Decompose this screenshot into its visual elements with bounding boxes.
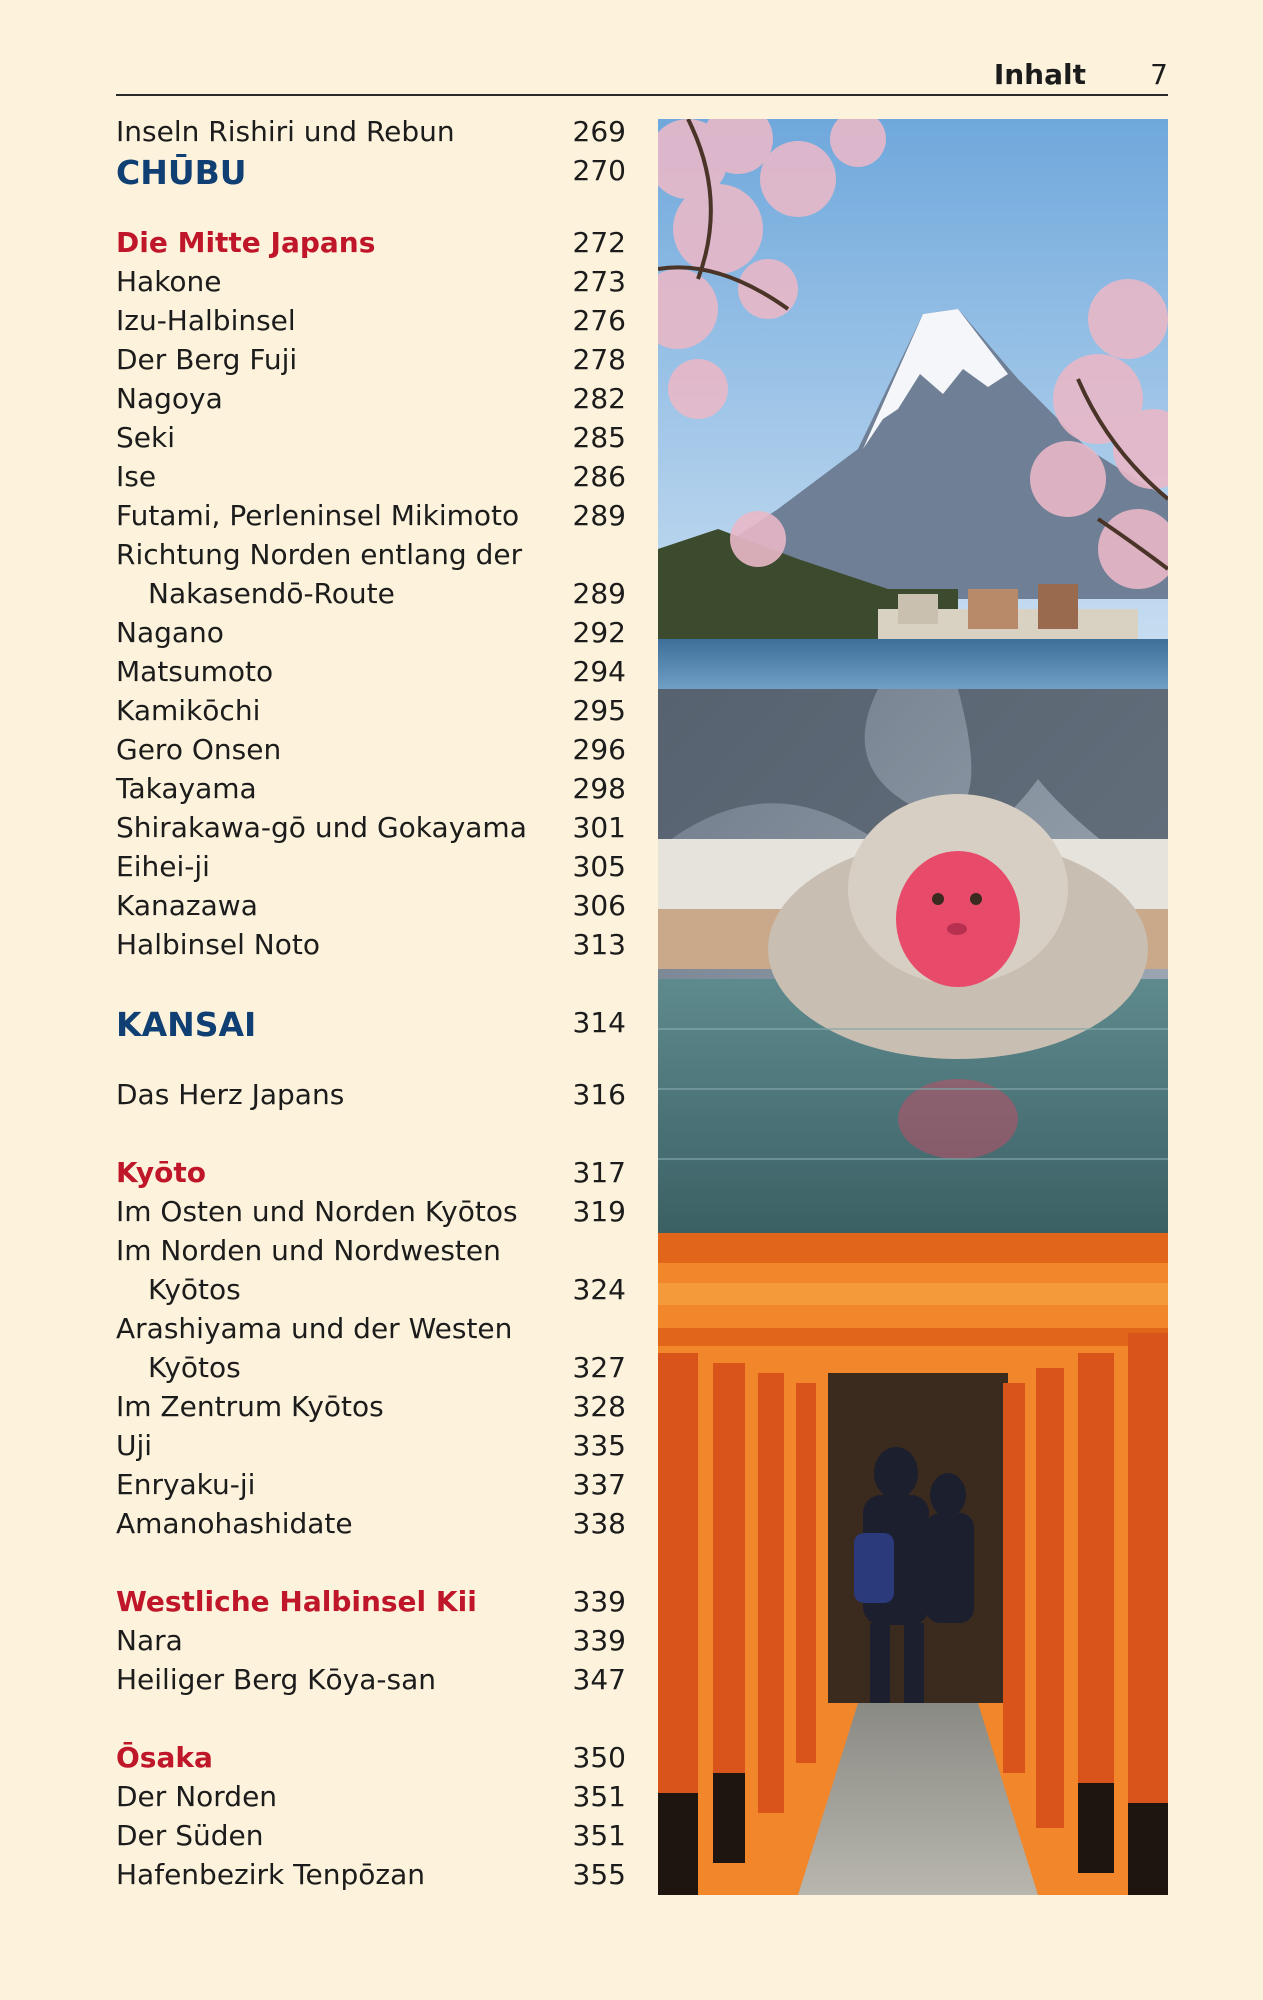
- toc-page: 355: [572, 1858, 626, 1891]
- toc-page: 351: [572, 1780, 626, 1813]
- toc-title: Matsumoto: [116, 655, 274, 688]
- toc-title: Hakone: [116, 265, 222, 298]
- toc-page: 270: [572, 154, 626, 187]
- toc-page: 289: [572, 577, 626, 610]
- toc-title: Gero Onsen: [116, 733, 282, 766]
- toc-entry[interactable]: [116, 886, 626, 925]
- toc-entry[interactable]: [116, 1855, 626, 1894]
- toc-page: 273: [572, 265, 626, 298]
- toc-title: Nakasendō-Route: [148, 577, 395, 610]
- running-head-section: Inhalt: [993, 58, 1086, 91]
- toc-page: 272: [572, 226, 626, 259]
- toc-title: Kyōtos: [148, 1273, 241, 1306]
- toc-title: Der Berg Fuji: [116, 343, 298, 376]
- toc-page: 282: [572, 382, 626, 415]
- toc-chapter-heading[interactable]: [116, 1582, 626, 1621]
- toc-entry-continued[interactable]: [116, 1348, 626, 1387]
- toc-entry[interactable]: [116, 379, 626, 418]
- toc-page: 269: [572, 115, 626, 148]
- toc-region-heading[interactable]: [116, 1003, 626, 1047]
- page-header: [116, 56, 1168, 96]
- toc-page: 295: [572, 694, 626, 727]
- toc-entry[interactable]: [116, 301, 626, 340]
- toc-title: Ōsaka: [116, 1741, 213, 1774]
- toc-page: 276: [572, 304, 626, 337]
- toc-title: Nagoya: [116, 382, 223, 415]
- toc-entry[interactable]: [116, 1777, 626, 1816]
- toc-title: Das Herz Japans: [116, 1078, 345, 1111]
- toc-page: 328: [572, 1390, 626, 1423]
- toc-entry[interactable]: [116, 262, 626, 301]
- toc-title: Hafenbezirk Tenpōzan: [116, 1858, 425, 1891]
- toc-title: Enryaku-ji: [116, 1468, 256, 1501]
- toc-title: Shirakawa-gō und Gokayama: [116, 811, 527, 844]
- toc-page: 289: [572, 499, 626, 532]
- toc-title: Richtung Norden entlang der: [116, 538, 523, 571]
- toc-entry[interactable]: [116, 1426, 626, 1465]
- toc-page: 306: [572, 889, 626, 922]
- toc-title: Kyōtos: [148, 1351, 241, 1384]
- toc-page: 294: [572, 655, 626, 688]
- toc-title: Ise: [116, 460, 157, 493]
- toc-title: KANSAI: [116, 1005, 257, 1044]
- toc-page: 339: [572, 1585, 626, 1618]
- toc-page: 350: [572, 1741, 626, 1774]
- page-number: 7: [1150, 58, 1168, 91]
- toc-entry[interactable]: [116, 1660, 626, 1699]
- toc-chapter-heading[interactable]: [116, 1738, 626, 1777]
- toc-entry[interactable]: [116, 1387, 626, 1426]
- toc-page: 324: [572, 1273, 626, 1306]
- toc-page: 314: [572, 1006, 626, 1039]
- toc-title: Nagano: [116, 616, 224, 649]
- toc-entry[interactable]: [116, 613, 626, 652]
- toc-entry[interactable]: [116, 1075, 626, 1114]
- photo-column: [658, 119, 1168, 1895]
- toc-region-heading[interactable]: [116, 151, 626, 195]
- toc-title: Takayama: [116, 772, 257, 805]
- table-of-contents: [116, 112, 626, 1894]
- toc-title: Halbinsel Noto: [116, 928, 320, 961]
- toc-page: 301: [572, 811, 626, 844]
- toc-page: 286: [572, 460, 626, 493]
- mount-fuji-photo: [658, 119, 1168, 689]
- toc-entry[interactable]: [116, 925, 626, 964]
- toc-title: Heiliger Berg Kōya-san: [116, 1663, 436, 1696]
- toc-title: Im Norden und Nordwesten: [116, 1234, 501, 1267]
- toc-page: 319: [572, 1195, 626, 1228]
- toc-page: 298: [572, 772, 626, 805]
- snow-monkey-photo: [658, 689, 1168, 1233]
- toc-title: Futami, Perleninsel Mikimoto: [116, 499, 520, 532]
- toc-entry[interactable]: [116, 1816, 626, 1855]
- torii-gates-photo: [658, 1233, 1168, 1895]
- toc-entry[interactable]: [116, 340, 626, 379]
- toc-page: 339: [572, 1624, 626, 1657]
- toc-page: 285: [572, 421, 626, 454]
- toc-page: 337: [572, 1468, 626, 1501]
- toc-page: 338: [572, 1507, 626, 1540]
- toc-title: Arashiyama und der Westen: [116, 1312, 513, 1345]
- toc-entry[interactable]: [116, 691, 626, 730]
- toc-entry[interactable]: [116, 535, 626, 574]
- toc-entry[interactable]: [116, 730, 626, 769]
- toc-title: Seki: [116, 421, 175, 454]
- toc-entry[interactable]: [116, 496, 626, 535]
- toc-page: 335: [572, 1429, 626, 1462]
- toc-entry[interactable]: [116, 1192, 626, 1231]
- toc-title: CHŪBU: [116, 153, 247, 192]
- toc-page: 278: [572, 343, 626, 376]
- toc-title: Kanazawa: [116, 889, 258, 922]
- toc-title: Eihei-ji: [116, 850, 210, 883]
- toc-title: Amanohashidate: [116, 1507, 353, 1540]
- toc-title: Uji: [116, 1429, 153, 1462]
- toc-title: Im Osten und Norden Kyōtos: [116, 1195, 518, 1228]
- toc-entry[interactable]: [116, 112, 626, 151]
- toc-page: 347: [572, 1663, 626, 1696]
- toc-entry[interactable]: [116, 847, 626, 886]
- toc-entry[interactable]: [116, 1465, 626, 1504]
- toc-page: 292: [572, 616, 626, 649]
- toc-page: 351: [572, 1819, 626, 1852]
- toc-entry-continued[interactable]: [116, 1270, 626, 1309]
- toc-entry[interactable]: [116, 1309, 626, 1348]
- toc-entry[interactable]: [116, 652, 626, 691]
- toc-entry[interactable]: [116, 769, 626, 808]
- toc-title: Izu-Halbinsel: [116, 304, 296, 337]
- toc-entry[interactable]: [116, 1504, 626, 1543]
- toc-title: Der Norden: [116, 1780, 278, 1813]
- toc-chapter-heading[interactable]: [116, 1153, 626, 1192]
- toc-page: 327: [572, 1351, 626, 1384]
- toc-title: Westliche Halbinsel Kii: [116, 1585, 477, 1618]
- toc-entry[interactable]: [116, 457, 626, 496]
- toc-entry[interactable]: [116, 1621, 626, 1660]
- toc-page: 313: [572, 928, 626, 961]
- toc-title: Kamikōchi: [116, 694, 261, 727]
- toc-title: Im Zentrum Kyōtos: [116, 1390, 384, 1423]
- toc-entry[interactable]: [116, 808, 626, 847]
- toc-title: Kyōto: [116, 1156, 207, 1189]
- toc-page: 296: [572, 733, 626, 766]
- toc-entry[interactable]: [116, 418, 626, 457]
- toc-entry[interactable]: [116, 1231, 626, 1270]
- toc-page: 316: [572, 1078, 626, 1111]
- toc-title: Die Mitte Japans: [116, 226, 376, 259]
- toc-title: Der Süden: [116, 1819, 264, 1852]
- toc-title: Nara: [116, 1624, 183, 1657]
- toc-page: 317: [572, 1156, 626, 1189]
- toc-chapter-heading[interactable]: [116, 223, 626, 262]
- toc-page: 305: [572, 850, 626, 883]
- toc-entry-continued[interactable]: [116, 574, 626, 613]
- toc-title: Inseln Rishiri und Rebun: [116, 115, 455, 148]
